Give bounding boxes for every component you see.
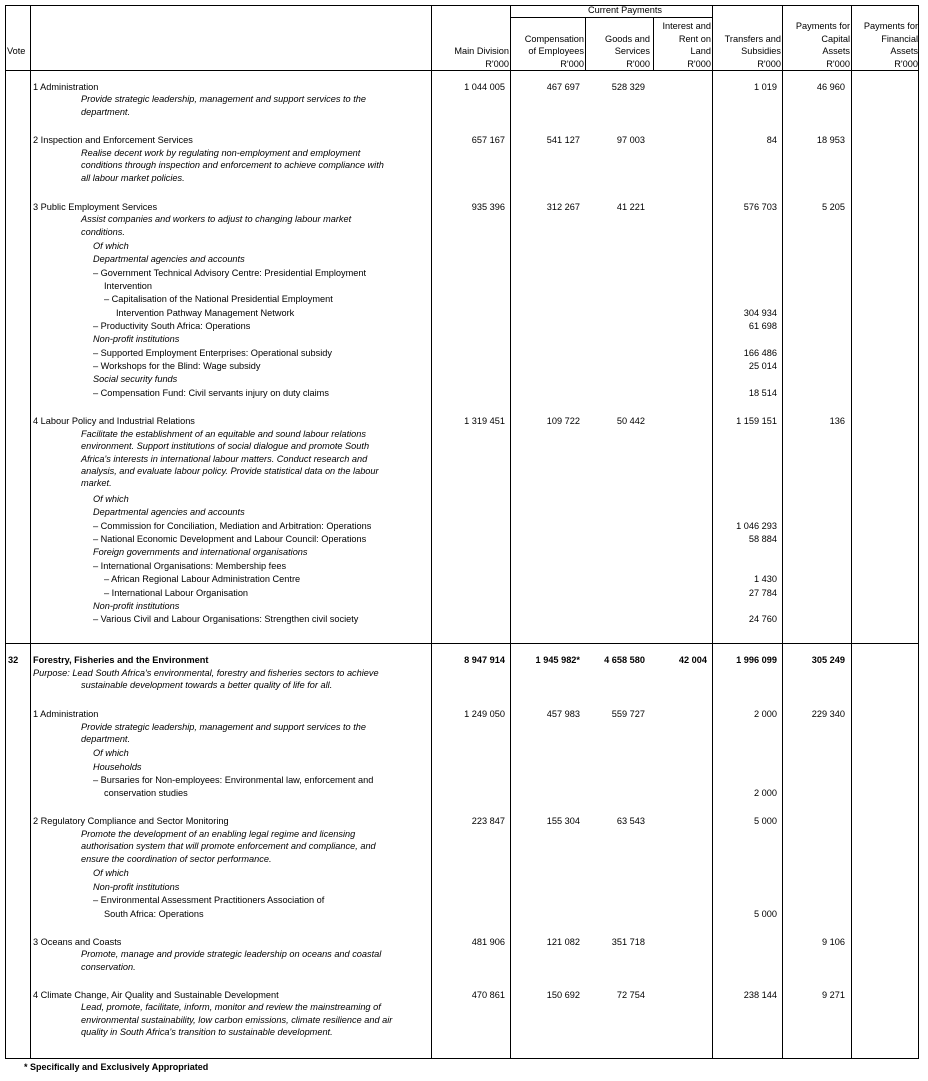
row-description: Provide strategic leadership, management and support services to the [81,722,366,732]
row-label: – Government Technical Advisory Centre: Presidential Employment [93,268,367,278]
row-label: – Compensation Fund: Civil servants injury on duty claims [93,388,329,398]
cell-trans: 5 000 [754,816,777,826]
header-financial-3: Assets [890,46,918,56]
header-interest-2: Rent on [678,34,711,44]
row-description: Households [93,762,142,772]
row-description: Non-profit institutions [93,601,180,611]
row-description: Purpose: Lead South Africa's environmental, forestry and fisheries sectors to achieve [33,668,379,678]
unit-compensation: R'000 [560,59,584,69]
row-label: – Workshops for the Blind: Wage subsidy [93,361,261,371]
row-description: all labour market policies. [81,173,185,183]
row-description: Africa's interests in international labour matters. Conduct research and [81,454,368,464]
cell-comp: 155 304 [546,816,580,826]
row-label: conservation studies [104,788,188,798]
unit-main-division: R'000 [485,59,509,69]
row-description: Foreign governments and international organisations [93,547,308,557]
header-compensation-2: of Employees [528,46,584,56]
row-label: Forestry, Fisheries and the Environment [33,655,209,665]
cell-cap: 9 271 [822,990,845,1000]
cell-trans: 2 000 [754,788,777,798]
row-description: Non-profit institutions [93,882,180,892]
cell-md: 1 044 005 [464,82,505,92]
row-description: conditions. [81,227,125,237]
row-description: Provide strategic leadership, management and support services to the [81,94,366,104]
cell-cap: 9 106 [822,937,845,947]
row-label: – Environmental Assessment Practitioners Association of [93,895,325,905]
row-label: 3 Public Employment Services [33,202,158,212]
cell-comp: 457 983 [546,709,580,719]
row-description: sustainable development towards a better quality of life for all. [81,680,333,690]
cell-cap: 136 [829,416,845,426]
cell-goods: 351 718 [611,937,645,947]
header-transfers-2: Subsidies [741,46,781,56]
cell-trans: 1 430 [754,574,777,584]
row-label: – African Regional Labour Administration Centre [104,574,301,584]
header-capital-3: Assets [822,46,850,56]
row-description: Promote, manage and provide strategic leadership on oceans and coastal [81,949,382,959]
cell-trans: 238 144 [743,990,777,1000]
row-label: – Commission for Conciliation, Mediation and Arbitration: Operations [93,521,372,531]
col-line-description [431,5,432,1059]
row-description: conditions through inspection and enforcement to achieve compliance with [81,160,384,170]
cell-cap: 18 953 [816,135,845,145]
row-description: ensure the coordination of sector performance. [81,854,272,864]
cell-md: 1 249 050 [464,709,505,719]
cell-md: 657 167 [471,135,505,145]
col-line-goods [712,5,713,1059]
row-description: authorisation system that will promote enforcement and compliance, and [81,841,376,851]
header-main-division: Main Division [454,46,509,56]
cell-comp: 467 697 [546,82,580,92]
row-description: Promote the development of an enabling legal regime and licensing [81,829,356,839]
cell-comp: 109 722 [546,416,580,426]
header-current-payments: Current Payments [587,5,663,15]
row-description: Of which [93,748,129,758]
row-label: 2 Regulatory Compliance and Sector Monitoring [33,816,229,826]
header-transfers-1: Transfers and [724,34,781,44]
cell-trans: 576 703 [743,202,777,212]
vote-number: 32 [8,655,19,665]
row-label: South Africa: Operations [104,909,204,919]
row-description: Of which [93,241,129,251]
col-line-vote [30,5,31,1059]
col-line-transfers [782,5,783,1059]
cell-cap: 229 340 [811,709,845,719]
row-description: Lead, promote, facilitate, inform, monitor and review the mainstreaming of [81,1002,381,1012]
cell-trans: 5 000 [754,909,777,919]
cell-goods: 63 543 [616,816,645,826]
row-label: 1 Administration [33,82,99,92]
cell-trans: 1 046 293 [736,521,777,531]
row-description: environment. Support institutions of social dialogue and promote South [81,441,370,451]
row-description: department. [81,107,131,117]
header-interest-3: Land [690,46,711,56]
cell-goods: 41 221 [616,202,645,212]
cell-trans: 1 019 [754,82,777,92]
unit-transfers: R'000 [757,59,781,69]
row-label: – Supported Employment Enterprises: Operational subsidy [93,348,333,358]
row-description: Assist companies and workers to adjust to changing labour market [81,214,352,224]
row-label: – Capitalisation of the National Presidential Employment [104,294,333,304]
cell-interest: 42 004 [678,655,707,665]
cell-cap: 305 249 [811,655,845,665]
row-label: – Bursaries for Non-employees: Environmental law, enforcement and [93,775,374,785]
row-description: Of which [93,494,129,504]
header-interest-1: Interest and [662,21,711,31]
current-payments-rule [510,17,712,18]
cell-cap: 46 960 [816,82,845,92]
cell-goods: 528 329 [611,82,645,92]
cell-goods: 72 754 [616,990,645,1000]
row-description: Social security funds [93,374,178,384]
cell-comp: 121 082 [546,937,580,947]
row-label: Intervention [104,281,153,291]
header-compensation-1: Compensation [524,34,584,44]
cell-trans: 58 884 [748,534,777,544]
row-description: Facilitate the establishment of an equitable and sound labour relations [81,429,366,439]
cell-trans: 84 [766,135,777,145]
cell-goods: 559 727 [611,709,645,719]
row-label: – National Economic Development and Labour Council: Operations [93,534,367,544]
cell-md: 935 396 [471,202,505,212]
unit-goods: R'000 [626,59,650,69]
header-financial-2: Financial [881,34,918,44]
row-description: quality in South Africa's transition to sustainable development. [81,1027,333,1037]
row-label: 4 Labour Policy and Industrial Relations [33,416,195,426]
row-label: 3 Oceans and Coasts [33,937,122,947]
cell-comp: 541 127 [546,135,580,145]
cell-trans: 166 486 [743,348,777,358]
unit-interest: R'000 [687,59,711,69]
row-description: Realise decent work by regulating non-employment and employment [81,148,361,158]
cell-md: 8 947 914 [464,655,505,665]
row-description: analysis, and evaluate labour policy. Provide statistical data on the labour [81,466,379,476]
row-description: Departmental agencies and accounts [93,254,245,264]
row-description: environmental sustainability, low carbon emissions, climate resilience and air [81,1015,393,1025]
row-label: 2 Inspection and Enforcement Services [33,135,193,145]
cell-trans: 24 760 [748,614,777,624]
row-description: Departmental agencies and accounts [93,507,245,517]
cell-trans: 304 934 [743,308,777,318]
header-bottom-rule [5,70,919,71]
header-capital-1: Payments for [795,21,850,31]
cell-cap: 5 205 [822,202,845,212]
row-label: – International Organisations: Membership fees [93,561,287,571]
row-description: conservation. [81,962,136,972]
header-goods-1: Goods and [605,34,650,44]
header-goods-2: Services [614,46,650,56]
row-description: Of which [93,868,129,878]
vote-separator-rule [5,643,919,644]
cell-trans: 18 514 [748,388,777,398]
cell-comp: 1 945 982* [535,655,580,665]
cell-trans: 1 996 099 [736,655,777,665]
cell-trans: 61 698 [748,321,777,331]
header-capital-2: Capital [821,34,850,44]
row-description: department. [81,734,131,744]
row-label: Intervention Pathway Management Network [116,308,295,318]
cell-goods: 97 003 [616,135,645,145]
row-description: Non-profit institutions [93,334,180,344]
row-label: 4 Climate Change, Air Quality and Sustainable Development [33,990,279,1000]
row-label: – Productivity South Africa: Operations [93,321,251,331]
row-description: market. [81,478,112,488]
cell-md: 481 906 [471,937,505,947]
row-label: – International Labour Organisation [104,588,249,598]
cell-comp: 150 692 [546,990,580,1000]
cell-md: 1 319 451 [464,416,505,426]
col-line-main-division [510,5,511,1059]
row-label: 1 Administration [33,709,99,719]
unit-capital: R'000 [826,59,850,69]
cell-md: 223 847 [471,816,505,826]
cell-comp: 312 267 [546,202,580,212]
cell-trans: 1 159 151 [736,416,777,426]
col-line-capital [851,5,852,1059]
row-label: – Various Civil and Labour Organisations: Strengthen civil society [93,614,359,624]
cell-trans: 25 014 [748,361,777,371]
cell-trans: 2 000 [754,709,777,719]
header-vote: Vote [7,46,26,56]
unit-financial: R'000 [894,59,918,69]
cell-goods: 4 658 580 [604,655,645,665]
footnote: * Specifically and Exclusively Appropriated [24,1062,209,1072]
header-financial-1: Payments for [863,21,918,31]
cell-goods: 50 442 [616,416,645,426]
cell-md: 470 861 [471,990,505,1000]
cell-trans: 27 784 [748,588,777,598]
